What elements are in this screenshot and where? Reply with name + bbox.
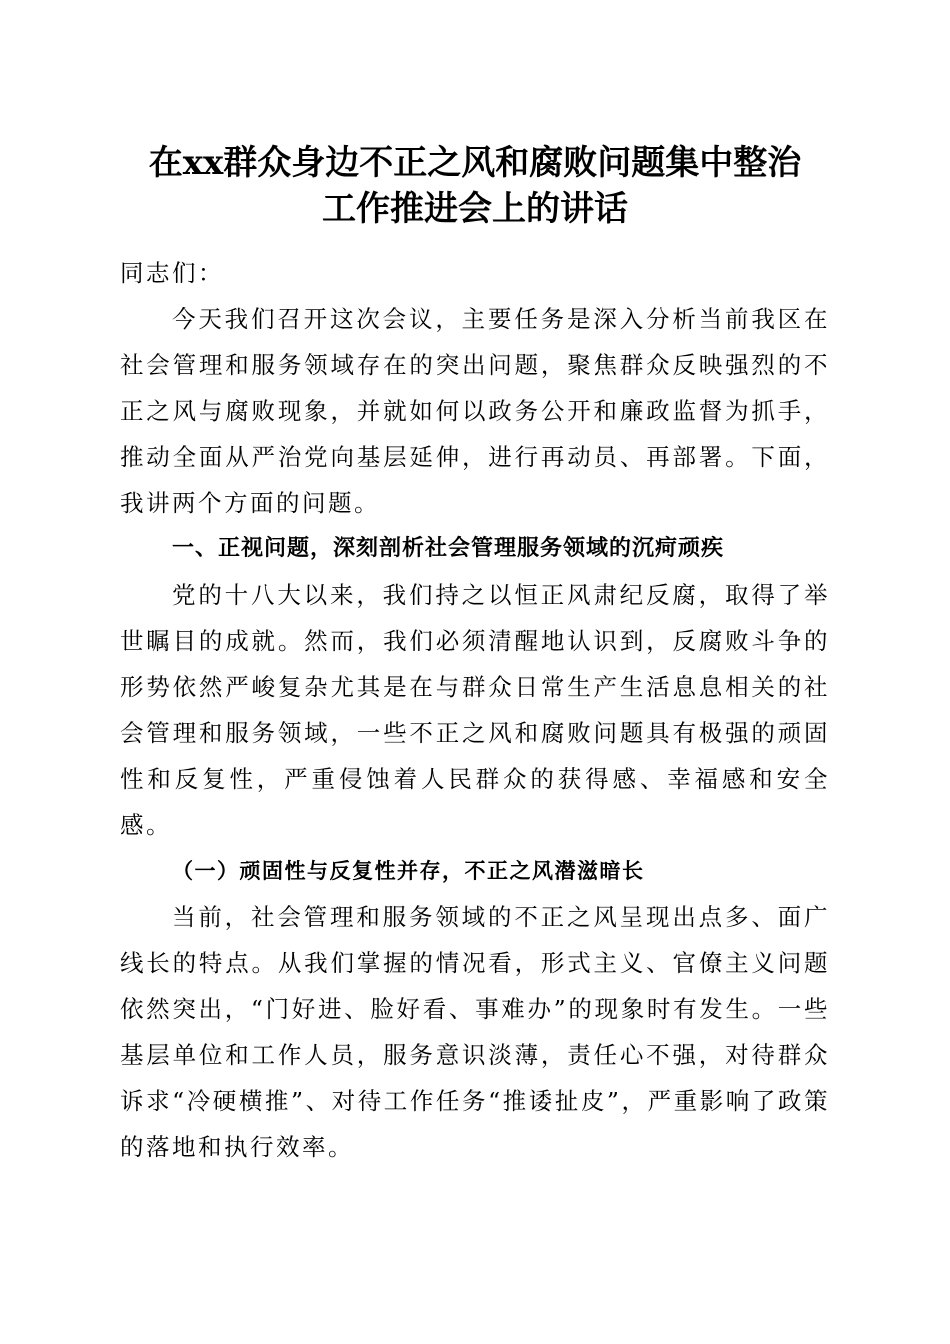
document-title <box>100 140 850 232</box>
title-line-1: 在xx群众身边不正之风和腐败问题集中整治 <box>148 143 802 183</box>
paragraph-subsection-1: 当前，社会管理和服务领域的不正之风呈现出点多、面广线长的特点。从我们掌握的情况看，形式主义、官僚主义问题依然突出，“门好进、脸好看、事难办”的现象时有发生。一些基层单位和工作人员，服务意识淡薄，责任心不强，对待群众诉求“冷硬横推”、对待工作任务“推诿扯皮”，严重影响了政策的落地和执行效率。 <box>120 903 830 1161</box>
subsection-heading-1: （一）顽固性与反复性并存，不正之风潜滋暗长 <box>172 858 645 883</box>
paragraph-section-1: 党的十八大以来，我们持之以恒正风肃纪反腐，取得了举世瞩目的成就。然而，我们必须清醒地认识到，反腐败斗争的形势依然严峻复杂尤其是在与群众日常生产生活息息相关的社会管理和服务领域，一些不正之风和腐败问题具有极强的顽固性和反复性，严重侵蚀着人民群众的获得感、幸福感和安全感。 <box>120 581 830 839</box>
salutation: 同志们： <box>120 259 224 287</box>
paragraph-intro: 今天我们召开这次会议，主要任务是深入分析当前我区在社会管理和服务领域存在的突出问题，聚焦群众反映强烈的不正之风与腐败现象，并就如何以政务公开和廉政监督为抓手，推动全面从严治党向基层延伸，进行再动员、再部署。下面，我讲两个方面的问题。 <box>120 305 830 517</box>
section-heading-1: 一、正视问题，深刻剖析社会管理服务领域的沉疴顽疾 <box>172 536 725 561</box>
document-body <box>120 250 830 1170</box>
title-line-2: 工作推进会上的讲话 <box>322 189 628 229</box>
